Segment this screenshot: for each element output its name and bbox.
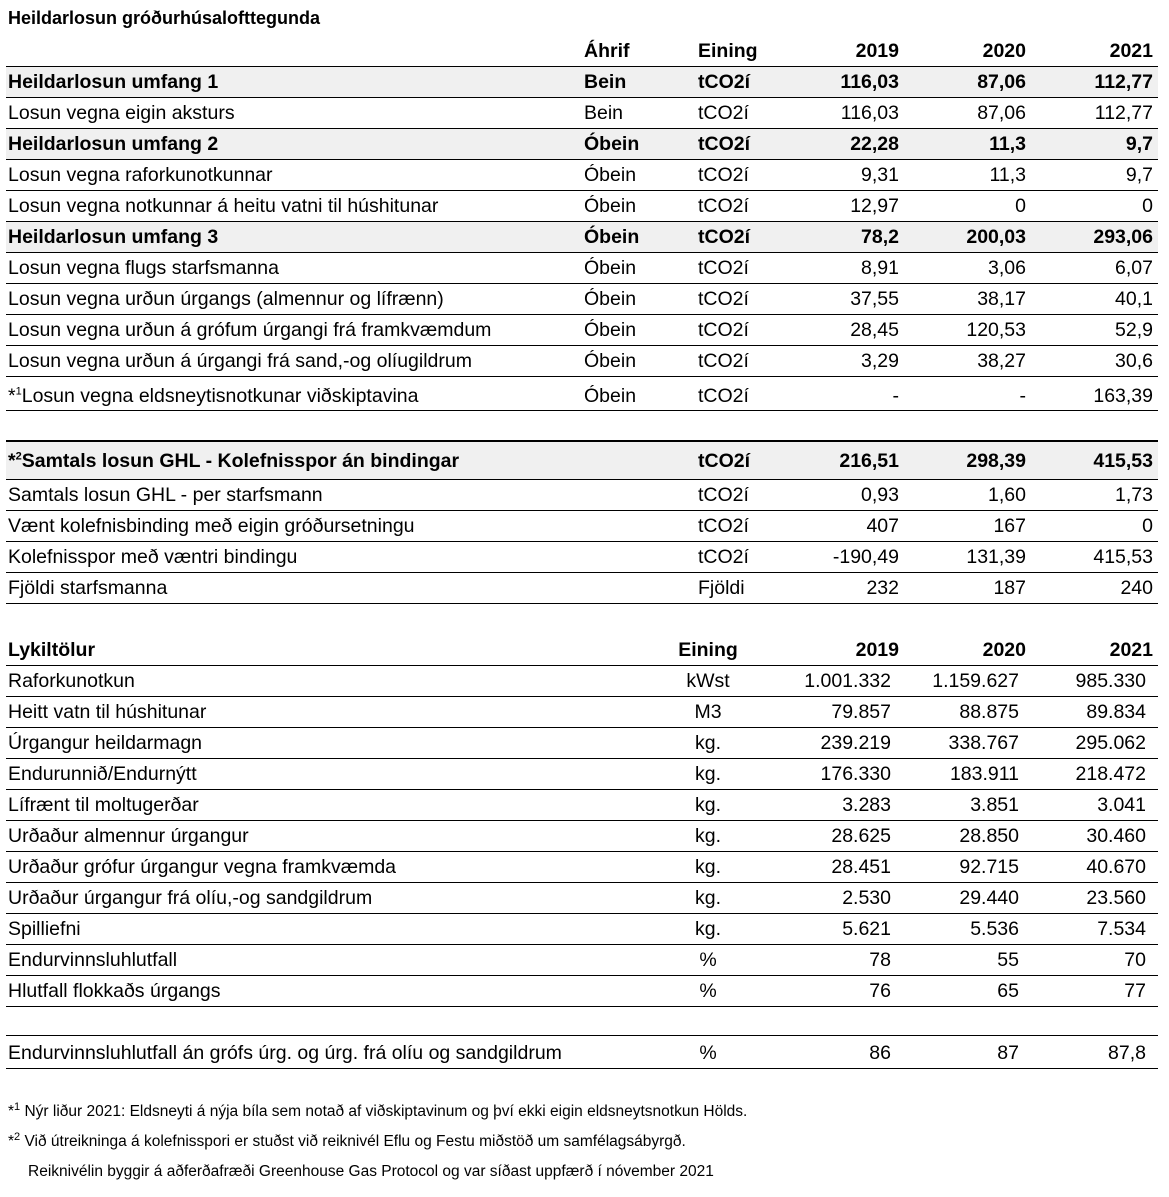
row-value-2019: 3,29 <box>861 350 899 372</box>
row-eining: M3 <box>694 701 722 723</box>
table-row <box>6 283 1158 314</box>
row-eining: % <box>699 980 717 1002</box>
row-ahrif: Óbein <box>584 226 640 248</box>
row-value-2020: 38,17 <box>977 288 1026 310</box>
row-label: Losun vegna urðun á úrgangi frá sand,-og olíugildrum <box>8 350 472 372</box>
row-label: Losun vegna flugs starfsmanna <box>8 257 280 279</box>
header-eining: Eining <box>698 40 758 62</box>
row-eining: tCO2í <box>698 450 751 472</box>
row-value-2021: 218.472 <box>1075 763 1146 785</box>
row-value-2021: 1,73 <box>1115 484 1153 506</box>
row-label: Fjöldi starfsmanna <box>8 577 168 599</box>
row-ahrif: Óbein <box>584 257 637 279</box>
header-year-2020: 2020 <box>982 40 1026 62</box>
footnote-marker: * <box>8 385 16 407</box>
row-eining: % <box>699 949 717 971</box>
row-eining: tCO2í <box>698 133 751 155</box>
row-ahrif: Óbein <box>584 133 640 155</box>
row-value-2020: 5.536 <box>970 918 1019 940</box>
row-eining: Fjöldi <box>698 577 745 599</box>
row-label: Urðaður almennur úrgangur <box>8 825 249 847</box>
row-value-2021: 40.670 <box>1086 856 1146 878</box>
row-value-2020: 87,06 <box>977 71 1026 93</box>
row-label <box>8 446 459 476</box>
row-label: Hlutfall flokkaðs úrgangs <box>8 980 221 1002</box>
row-value-2021: 293,06 <box>1093 226 1153 248</box>
row-value-2019: 37,55 <box>850 288 899 310</box>
row-value-2021: 70 <box>1124 949 1146 971</box>
row-value-2021: 112,77 <box>1094 71 1153 93</box>
row-value-2021: 40,1 <box>1115 288 1153 310</box>
row-value-2021: 3.041 <box>1097 794 1146 816</box>
row-ahrif: Bein <box>584 71 627 93</box>
footnote-1 <box>8 1100 748 1121</box>
row-value-2021: 9,7 <box>1125 133 1153 155</box>
table-row <box>6 190 1158 221</box>
row-value-2019: 28.451 <box>831 856 891 878</box>
row-label-text: Losun vegna eldsneytisnotkunar viðskiptavina <box>21 385 419 407</box>
row-eining: kg. <box>694 794 721 816</box>
row-value-2019: 22,28 <box>850 133 899 155</box>
table-row <box>6 727 1158 758</box>
row-value-2019: 5.621 <box>842 918 891 940</box>
row-eining: kg. <box>694 732 721 754</box>
table-row <box>6 975 1158 1007</box>
row-label: Endurunnið/Endurnýtt <box>8 763 197 785</box>
key-header-label: Lykiltölur <box>8 639 96 661</box>
row-label-text: Samtals losun GHL - Kolefnisspor án bindingar <box>21 450 460 472</box>
row-value-2019: 1.001.332 <box>804 670 891 692</box>
row-label: Urðaður grófur úrgangur vegna framkvæmda <box>8 856 397 878</box>
table-row <box>6 572 1158 604</box>
row-value-2020: 131,39 <box>966 546 1026 568</box>
row-value-2020: 92.715 <box>959 856 1019 878</box>
row-value-2019: 3.283 <box>842 794 891 816</box>
header-year-2021: 2021 <box>1109 40 1153 62</box>
table-row <box>6 882 1158 913</box>
footnote-ref: 1 <box>15 385 22 398</box>
row-value-2019: - <box>892 385 899 407</box>
footnote-marker: * <box>8 450 16 472</box>
row-value-2019: 116,03 <box>840 71 899 93</box>
row-ahrif: Óbein <box>584 288 637 310</box>
row-value-2020: 11,3 <box>989 133 1026 155</box>
row-value-2020: 338.767 <box>948 732 1019 754</box>
row-eining: kg. <box>694 918 721 940</box>
table-row <box>6 314 1158 345</box>
row-value-2020: 55 <box>997 949 1019 971</box>
row-value-2019: 8,91 <box>861 257 899 279</box>
table-row <box>6 944 1158 975</box>
row-value-2021: 87,8 <box>1108 1042 1146 1064</box>
page-title: Heildarlosun gróðurhúsalofttegunda <box>8 8 321 28</box>
row-label: Lífrænt til moltugerðar <box>8 794 199 816</box>
row-value-2020: 87 <box>997 1042 1019 1064</box>
table-row <box>6 479 1158 510</box>
footnote-text: Við útreikninga á kolefnisspori er stuðst við reiknivél Eflu og Festu miðstöð um samfélagsábyrgð. <box>20 1133 686 1150</box>
row-eining: % <box>699 1042 717 1064</box>
row-label: Spilliefni <box>8 918 81 940</box>
row-ahrif: Óbein <box>584 385 637 407</box>
row-label: Úrgangur heildarmagn <box>8 732 203 754</box>
row-value-2019: 78 <box>869 949 891 971</box>
row-value-2020: 298,39 <box>966 450 1026 472</box>
row-eining: tCO2í <box>698 515 749 537</box>
row-value-2020: 1.159.627 <box>932 670 1019 692</box>
row-label: Kolefnisspor með væntri bindingu <box>8 546 298 568</box>
row-value-2019: 2.530 <box>842 887 891 909</box>
row-label: Losun vegna raforkunotkunnar <box>8 164 273 186</box>
row-eining: kg. <box>694 763 721 785</box>
row-label: Heildarlosun umfang 2 <box>8 133 219 155</box>
row-value-2019: 28.625 <box>831 825 891 847</box>
table-row <box>6 1035 1158 1069</box>
table-row <box>6 159 1158 190</box>
row-value-2020: 200,03 <box>966 226 1026 248</box>
row-value-2021: 89.834 <box>1086 701 1146 723</box>
row-eining: tCO2í <box>698 546 749 568</box>
row-value-2021: 240 <box>1120 577 1153 599</box>
table-row <box>6 376 1158 411</box>
row-value-2020: 88.875 <box>959 701 1019 723</box>
row-label: Losun vegna notkunnar á heitu vatni til húshitunar <box>8 195 439 217</box>
row-value-2020: 187 <box>993 577 1026 599</box>
row-eining: tCO2í <box>698 484 749 506</box>
row-value-2021: 0 <box>1142 195 1153 217</box>
row-value-2019: 86 <box>869 1042 891 1064</box>
row-label: Samtals losun GHL - per starfsmann <box>8 484 323 506</box>
key-header-year-2021: 2021 <box>1109 639 1153 661</box>
row-value-2019: 407 <box>866 515 899 537</box>
row-label: Raforkunotkun <box>8 670 135 692</box>
row-value-2020: 0 <box>1015 195 1026 217</box>
table-row <box>6 820 1158 851</box>
row-value-2020: 28.850 <box>959 825 1019 847</box>
row-eining: tCO2í <box>698 164 749 186</box>
row-value-2019: 239.219 <box>820 732 891 754</box>
emissions-header-row <box>6 36 1158 66</box>
row-value-2019: 176.330 <box>820 763 891 785</box>
row-value-2020: 120,53 <box>966 319 1026 341</box>
row-value-2019: 232 <box>866 577 899 599</box>
row-value-2020: 3,06 <box>988 257 1026 279</box>
table-row <box>6 345 1158 376</box>
row-value-2021: 30.460 <box>1086 825 1146 847</box>
row-eining: tCO2í <box>698 71 751 93</box>
row-ahrif: Óbein <box>584 319 637 341</box>
table-row <box>6 913 1158 944</box>
footnote-ref: 2 <box>14 1130 21 1143</box>
row-ahrif: Óbein <box>584 350 637 372</box>
row-value-2020: 3.851 <box>970 794 1019 816</box>
table-row <box>6 696 1158 727</box>
row-value-2019: 78,2 <box>861 226 899 248</box>
row-value-2019: 9,31 <box>861 164 899 186</box>
row-value-2019: -190,49 <box>832 546 899 568</box>
footnote-3 <box>28 1163 714 1181</box>
row-label: Endurvinnsluhlutfall án grófs úrg. og úrg. frá olíu og sandgildrum <box>8 1042 562 1064</box>
footnote-ref: 2 <box>15 450 22 463</box>
key-header-year-2020: 2020 <box>982 639 1026 661</box>
row-label: Losun vegna urðun á grófum úrgangi frá framkvæmdum <box>8 319 492 341</box>
table-row <box>6 128 1158 159</box>
row-value-2019: 0,93 <box>861 484 899 506</box>
row-eining: tCO2í <box>698 288 749 310</box>
row-value-2021: 9,7 <box>1125 164 1153 186</box>
row-value-2019: 116,03 <box>840 102 899 124</box>
row-value-2021: 30,6 <box>1115 350 1153 372</box>
row-eining: tCO2í <box>698 319 749 341</box>
footnote-ref: 1 <box>14 1100 21 1113</box>
row-value-2021: 415,53 <box>1093 450 1153 472</box>
row-value-2019: 79.857 <box>831 701 891 723</box>
table-row <box>6 789 1158 820</box>
row-value-2019: 216,51 <box>839 450 899 472</box>
row-value-2020: 167 <box>993 515 1026 537</box>
table-row <box>6 665 1158 696</box>
table-row <box>6 440 1158 479</box>
header-ahrif: Áhrif <box>584 40 630 62</box>
row-value-2020: 183.911 <box>949 763 1019 785</box>
key-header-row <box>6 635 1158 665</box>
row-value-2021: 415,53 <box>1093 546 1153 568</box>
table-row <box>6 97 1158 128</box>
row-value-2021: 985.330 <box>1075 670 1146 692</box>
table-row <box>6 541 1158 572</box>
row-label: Heildarlosun umfang 1 <box>8 71 219 93</box>
row-label <box>8 381 418 411</box>
table-row <box>6 252 1158 283</box>
row-eining: tCO2í <box>698 385 749 407</box>
row-value-2020: 29.440 <box>959 887 1019 909</box>
row-value-2021: 112,77 <box>1094 102 1153 124</box>
row-value-2019: 28,45 <box>850 319 899 341</box>
row-eining: tCO2í <box>698 195 749 217</box>
row-eining: tCO2í <box>698 226 751 248</box>
footnote-text: Nýr liður 2021: Eldsneyti á nýja bíla sem notað af viðskiptavinum og því ekki eigin eldsneytsnotkun Hölds. <box>20 1103 748 1120</box>
table-row <box>6 510 1158 541</box>
row-value-2021: 77 <box>1124 980 1146 1002</box>
table-row <box>6 851 1158 882</box>
row-value-2020: - <box>1019 385 1026 407</box>
row-eining: kg. <box>694 825 721 847</box>
table-row <box>6 221 1158 252</box>
row-value-2020: 11,3 <box>989 164 1026 186</box>
header-year-2019: 2019 <box>855 40 899 62</box>
row-value-2021: 52,9 <box>1115 319 1153 341</box>
row-eining: kg. <box>694 856 721 878</box>
row-eining: tCO2í <box>698 102 749 124</box>
row-value-2020: 65 <box>997 980 1019 1002</box>
row-ahrif: Óbein <box>584 164 637 186</box>
row-value-2020: 87,06 <box>977 102 1026 124</box>
row-value-2021: 7.534 <box>1097 918 1146 940</box>
footnote-2 <box>8 1130 686 1151</box>
row-label: Losun vegna urðun úrgangs (almennur og lífrænn) <box>8 288 444 310</box>
row-value-2019: 76 <box>869 980 891 1002</box>
row-label: Endurvinnsluhlutfall <box>8 949 178 971</box>
row-value-2019: 12,97 <box>850 195 899 217</box>
row-ahrif: Bein <box>584 102 624 124</box>
row-label: Heildarlosun umfang 3 <box>8 226 219 248</box>
footnote-marker: * <box>8 1133 15 1150</box>
row-eining: kWst <box>686 670 730 692</box>
row-eining: kg. <box>694 887 721 909</box>
table-row <box>6 66 1158 97</box>
row-value-2020: 1,60 <box>988 484 1026 506</box>
row-value-2021: 163,39 <box>1093 385 1153 407</box>
row-value-2021: 295.062 <box>1075 732 1146 754</box>
row-label: Urðaður úrgangur frá olíu,-og sandgildrum <box>8 887 373 909</box>
table-row <box>6 758 1158 789</box>
key-header-eining: Eining <box>678 639 738 661</box>
row-value-2021: 0 <box>1142 515 1153 537</box>
footnote-text: Reiknivélin byggir á aðferðafræði Greenhouse Gas Protocol og var síðast uppfærð í nóvember 2021 <box>28 1163 714 1180</box>
row-label: Losun vegna eigin aksturs <box>8 102 235 124</box>
footnote-marker: * <box>8 1103 15 1120</box>
row-eining: tCO2í <box>698 257 749 279</box>
key-header-year-2019: 2019 <box>855 639 899 661</box>
row-ahrif: Óbein <box>584 195 637 217</box>
row-value-2020: 38,27 <box>977 350 1026 372</box>
row-eining: tCO2í <box>698 350 749 372</box>
row-label: Vænt kolefnisbinding með eigin gróðursetningu <box>8 515 415 537</box>
row-value-2021: 23.560 <box>1086 887 1146 909</box>
row-label: Heitt vatn til húshitunar <box>8 701 207 723</box>
row-value-2021: 6,07 <box>1115 257 1153 279</box>
